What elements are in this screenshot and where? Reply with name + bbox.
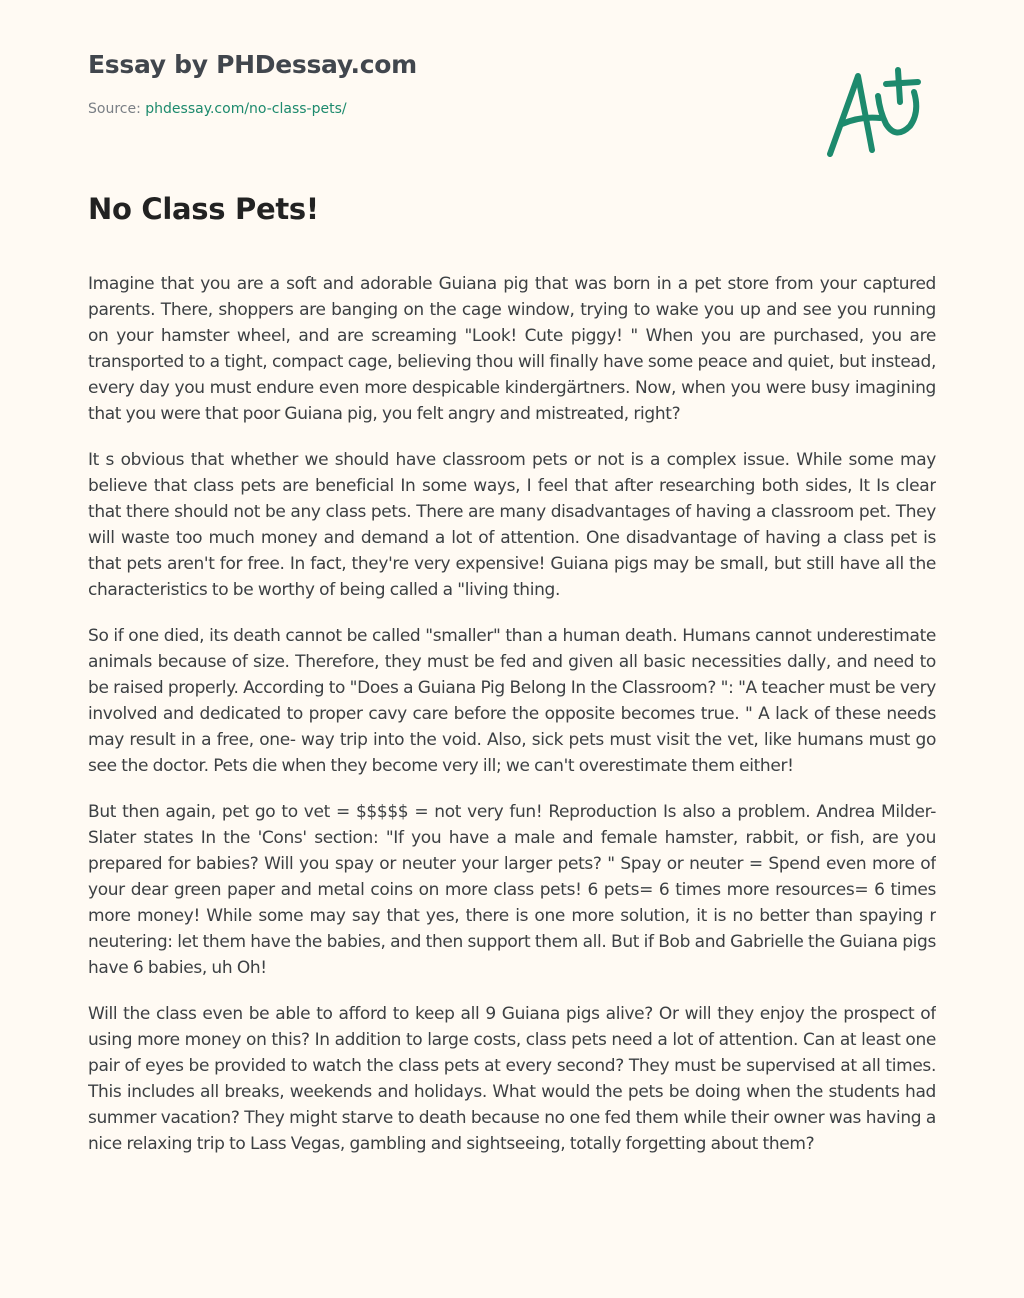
paragraph: Will the class even be able to afford to keep all 9 Guiana pigs alive? Or will they enjoy the prospect of using more money on this? In addition to large costs, class pets need a lot of attention. Can at least one pair of eyes be provided to watch the class pets at every second? They must be supervised at all times. This includes all breaks, weekends and holidays. What would the pets be doing when the students had summer vacation? They might starve to death because no one fed them while their owner was having a nice relaxing trip to Lass Vegas, gambling and sightseeing, totally forgetting about them? [88,1004,936,1154]
source-link[interactable]: phdessay.com/no-class-pets/ [145,101,347,117]
paragraph: So if one died, its death cannot be called "smaller" than a human death. Humans cannot underestimate animals because of size. Therefore, they must be fed and given all basic necessities dally, and need to be raised properly. According to "Does a Guiana Pig Belong In the Classroom? ": "A teacher must be very involved and dedicated to proper cavy care before the opposite becomes true. " A lack of these needs may result in a free, one- way trip into the void. Also, sick pets must visit the vet, like humans must go see the doctor. Pets die when they become very ill; we can't overestimate them either! [88,626,936,776]
source-line [88,101,347,117]
source-label: Source: [88,101,141,117]
paragraph: Imagine that you are a soft and adorable Guiana pig that was born in a pet store from your captured parents. There, shoppers are banging on the cage window, trying to wake you up and see you running on your hamster wheel, and are screaming "Look! Cute piggy! " When you are purchased, you are transported to a tight, compact cage, believing thou will finally have some peace and quiet, but instead, every day you must endure even more despicable kindergärtners. Now, when you were busy imagining that you were that poor Guiana pig, you felt angry and mistreated, right? [88,274,936,424]
site-brand: Essay by PHDessay.com [88,50,417,79]
a-plus-logo-icon [820,62,930,162]
paragraph: It s obvious that whether we should have classroom pets or not is a complex issue. While some may believe that class pets are beneficial In some ways, I feel that after researching both sides, It Is clear that there should not be any class pets. There are many disadvantages of having a classroom pet. They will waste too much money and demand a lot of attention. One disadvantage of having a class pet is that pets aren't for free. In fact, they're very expensive! Guiana pigs may be small, but still have all the characteristics to be worthy of being called a "living thing. [88,450,936,600]
page-title: No Class Pets! [88,192,319,226]
essay-body [88,271,936,1250]
paragraph: But then again, pet go to vet = $$$$$ = not very fun! Reproduction Is also a problem. Andrea Milder-Slater states In the 'Cons' section: "If you have a male and female hamster, rabbit, or fish, are you prepared for babies? Will you spay or neuter your larger pets? " Spay or neuter = Spend even more of your dear green paper and metal coins on more class pets! 6 pets= 6 times more resources= 6 times more money! While some may say that yes, there is one more solution, it is no better than spaying r neutering: let them have the babies, and then support them all. But if Bob and Gabrielle the Guiana pigs have 6 babies, uh Oh! [88,802,936,978]
